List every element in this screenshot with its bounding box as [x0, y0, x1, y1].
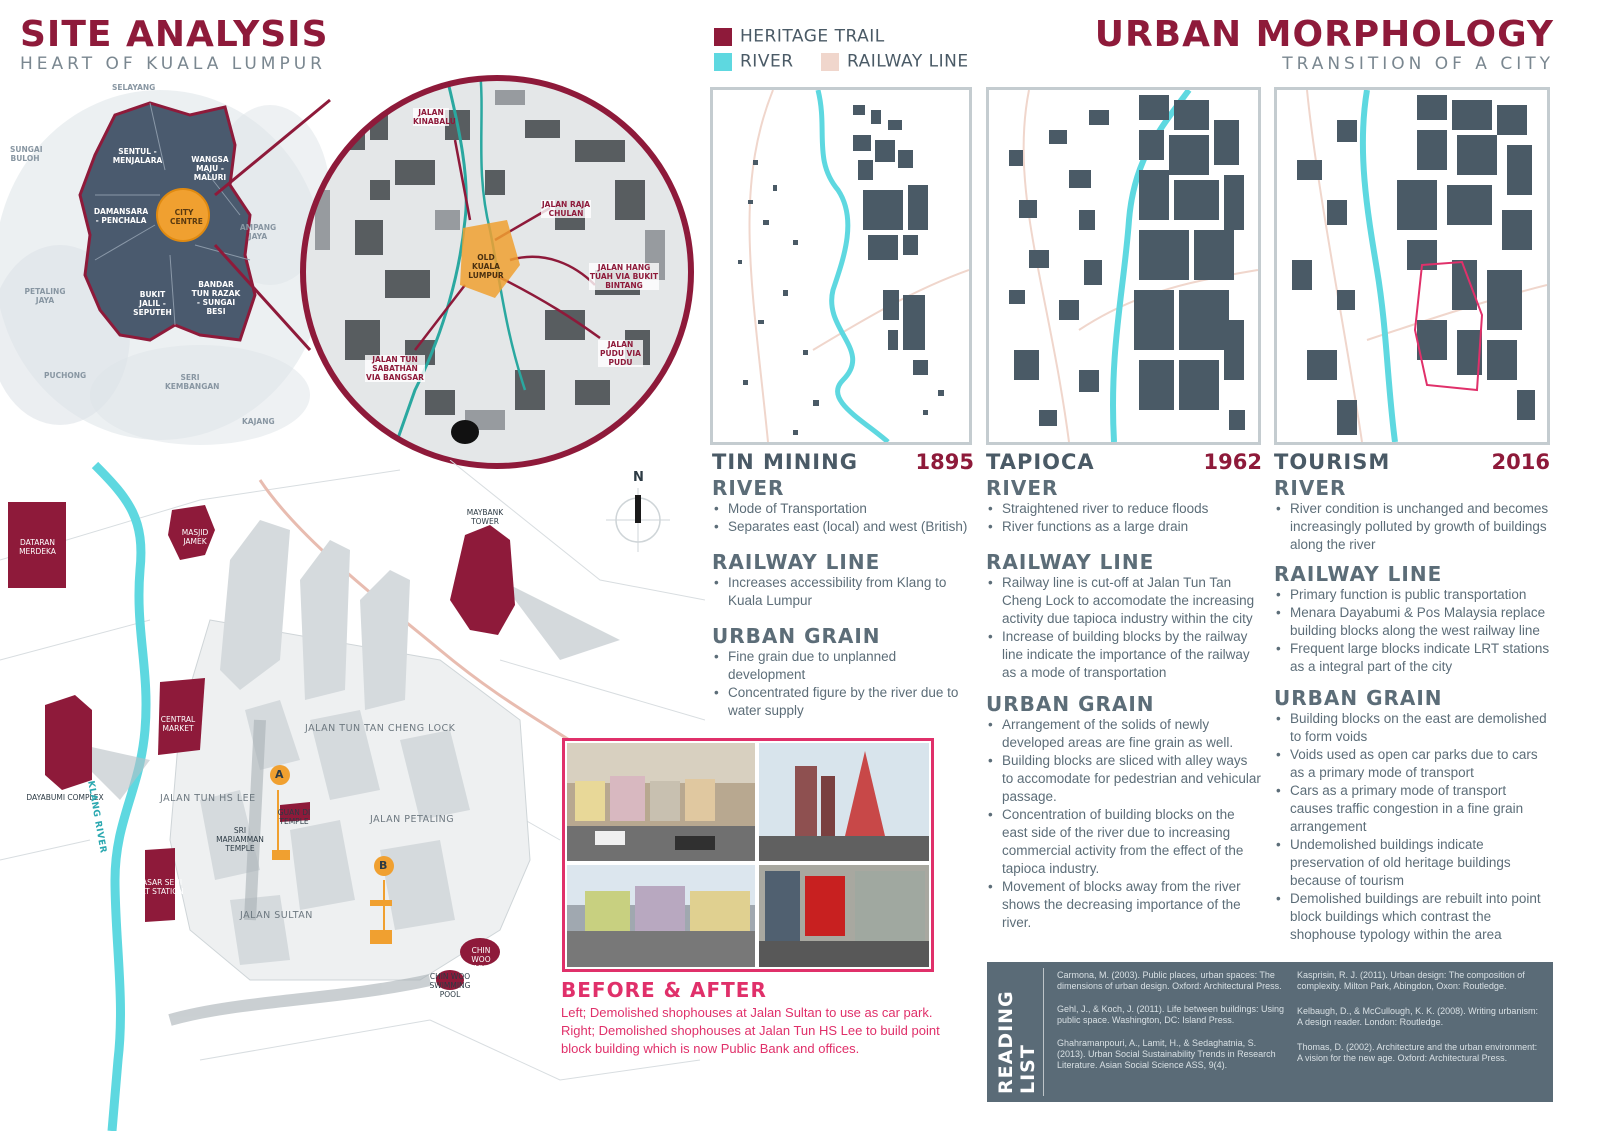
era-1962-year: 1962	[1203, 450, 1262, 474]
label-masjid-jamek: MASJID JAMEK	[181, 528, 209, 546]
legend-river: RIVER	[714, 51, 794, 72]
era-1962	[986, 450, 1262, 932]
before-after-photos	[565, 741, 931, 969]
label-jalan-raja-chulan: JALAN RAJA CHULAN	[541, 200, 591, 218]
label-old-kuala-lumpur: OLD KUALA LUMPUR	[468, 253, 504, 280]
era-1895-grain-list: • Fine grain due to unplanned development • Concentrated figure by the river due to water supply	[712, 648, 974, 720]
era-1962-grain-list: • Arrangement of the solids of newly developed areas are fine grain as well. • Building blocks are sliced with alley ways to accomodate for pedestrian and vehicular passage. • Concentration of building blocks on the east side of the river due to increasing commercial activity from the effect of the tapioca industry. • Movement of blocks away from the river shows the decreasing importance of the river.	[986, 716, 1262, 932]
before-after-frame	[562, 738, 934, 972]
era-2016-rail-list: • Primary function is public transportation • Menara Dayabumi & Pos Malaysia replace building blocks along the west railway line • Frequent large blocks indicate LRT stations as a integral part of the city	[1274, 586, 1550, 676]
label-jalan-pudu: JALAN PUDU VIA PUDU	[598, 340, 643, 367]
era-1895-rail-heading: RAILWAY LINE	[712, 550, 881, 574]
era-2016-rail-heading: RAILWAY LINE	[1274, 562, 1443, 586]
era-2016-river-heading: RIVER	[1274, 476, 1347, 500]
label-pasar-seni: PASAR SENI LRT STATION	[136, 878, 184, 896]
map-2016	[1274, 87, 1550, 445]
legend-heritage: HERITAGE TRAIL	[714, 26, 885, 47]
label-dataran-merdeka: DATARAN MERDEKA	[19, 538, 56, 556]
label-jalan-hang-tuah: JALAN HANG TUAH VIA BUKIT BINTANG	[589, 263, 659, 290]
label-kajang: KAJANG	[242, 417, 275, 426]
label-wangsa-maju: WANGSA MAJU - MALURI	[191, 155, 229, 182]
railway-swatch-icon	[821, 53, 839, 71]
label-ampang: AMPANG JAYA	[239, 223, 277, 241]
map-1895	[710, 87, 972, 445]
street-jalan-sultan: JALAN SULTAN	[240, 910, 313, 921]
legend	[714, 26, 1014, 76]
zoom-labels	[295, 70, 700, 475]
era-1962-rail-heading: RAILWAY LINE	[986, 550, 1155, 574]
label-sri-mariamman: SRI MARIAMMAN TEMPLE	[216, 826, 264, 853]
era-1962-river-heading: RIVER	[986, 476, 1059, 500]
era-1895-river-heading: RIVER	[712, 476, 785, 500]
era-1895	[712, 450, 974, 720]
era-1895-river-list: • Mode of Transportation • Separates east (local) and west (British)	[712, 500, 974, 536]
era-1895-rail-list: • Increases accessibility from Klang to Kuala Lumpur	[712, 574, 974, 610]
label-bukit-jalil: BUKIT JALIL - SEPUTEH	[133, 290, 172, 317]
era-2016-grain-list: • Building blocks on the east are demolished to form voids • Voids used as open car parks due to cars as a primary mode of transport • Cars as a primary mode of transport causes traffic congestion in a fine grain arrangement • Undemolished buildings indicate preservation of old heritage buildings because of tourism • Demolished buildings are rebuilt into point block buildings which contrast the shophouse typology within the area	[1274, 710, 1550, 944]
label-sentul: SENTUL - MENJALARA	[112, 147, 163, 165]
north-label: N	[633, 470, 644, 485]
urban-morphology-title: URBAN MORPHOLOGY	[1094, 14, 1554, 55]
label-petaling-jaya: PETALING JAYA	[24, 287, 66, 305]
reading-list	[987, 962, 1553, 1102]
urban-morphology-subtitle: TRANSITION OF A CITY	[1282, 54, 1554, 74]
era-1962-name: TAPIOCA	[986, 450, 1095, 474]
era-2016-river-list: • River condition is unchanged and becomes increasingly polluted by growth of buildings along the river	[1274, 500, 1550, 554]
street-jalan-petaling: JALAN PETALING	[370, 814, 455, 825]
era-1895-grain-heading: URBAN GRAIN	[712, 624, 881, 648]
label-chin-woo-pool: CHIN WOO SWIMMING POOL	[429, 972, 471, 999]
label-city-centre: CITY CENTRE	[170, 208, 203, 226]
label-central-market: CENTRAL MARKET	[160, 715, 196, 733]
label-maybank-tower: MAYBANK TOWER	[466, 508, 504, 526]
era-1962-rail-list: • Railway line is cut-off at Jalan Tun Tan Cheng Lock to accomodate the increasing activity due tapioca industry within the city • Increase of building blocks by the railway line indicate the importance of the railway as a mode of transportation	[986, 574, 1262, 682]
label-damansara: DAMANSARA - PENCHALA	[93, 207, 149, 225]
site-analysis-title: SITE ANALYSIS	[20, 14, 329, 55]
label-sungai-buloh: SUNGAI BULOH	[10, 145, 43, 163]
reading-refs-left: Carmona, M. (2003). Public places, urban spaces: The dimensions of urban design. Oxford: Architectural Press. Gehl, J., & Koch, J. (2011). Life between buildings: Using public space. Washington, DC: Island Press. Ghahramanpouri, A., Lamit, H., & Sedaghatnia, S. (2013). Urban Social Sustainability Trends in Research Literature. Asian Social Science ASS, 9(4).	[1057, 970, 1284, 1070]
label-chin-woo-stadium: CHIN WOO STADIUM	[464, 946, 498, 973]
era-1962-river-list: • Straightened river to reduce floods • River functions as a large drain	[986, 500, 1262, 536]
era-1895-name: TIN MINING	[712, 450, 858, 474]
marker-a-label: A	[275, 768, 284, 781]
era-1962-grain-heading: URBAN GRAIN	[986, 692, 1155, 716]
before-after-title: BEFORE & AFTER	[561, 978, 767, 1002]
label-jalan-kinabalu: JALAN KINABALU	[413, 108, 456, 126]
river-swatch-icon	[714, 53, 732, 71]
street-jalan-tun-tan-cheng-lock: JALAN TUN TAN CHENG LOCK	[305, 723, 456, 734]
era-2016	[1274, 450, 1550, 944]
heritage-swatch-icon	[714, 28, 732, 46]
label-klang-river: KLANG RIVER	[85, 780, 108, 855]
label-jalan-tun-sabathan: JALAN TUN SABATHAN VIA BANGSAR	[366, 355, 424, 382]
before-after-caption: Left; Demolished shophouses at Jalan Sultan to use as car park. Right; Demolished shophouses at Jalan Tun HS Lee to build point block building which is now Public Bank and offices.	[561, 1005, 940, 1056]
label-selayang: SELAYANG	[112, 83, 156, 92]
label-puchong: PUCHONG	[44, 371, 87, 380]
reading-list-label: READING LIST	[995, 990, 1039, 1094]
map-1962	[986, 87, 1261, 445]
legend-railway: RAILWAY LINE	[821, 51, 969, 72]
reading-refs-right: Kasprisin, R. J. (2011). Urban design: The composition of complexity. Milton Park, Abingdon, Oxon: Routledge. Kelbaugh, D., & McCullough, K. K. (2008). Writing urbanism: A design reader. London: Routledge. Thomas, D. (2002). Architecture and the urban environment: A vision for the new age. Oxford: Architectural Press.	[1297, 970, 1538, 1063]
era-2016-year: 2016	[1491, 450, 1550, 474]
street-jalan-tun-hs-lee: JALAN TUN HS LEE	[160, 793, 256, 804]
era-1895-year: 1895	[915, 450, 974, 474]
site-analysis-subtitle: HEART OF KUALA LUMPUR	[20, 54, 326, 74]
reading-list-divider	[1043, 968, 1044, 1096]
era-2016-name: TOURISM	[1274, 450, 1391, 474]
label-dayabumi: DAYABUMI COMPLEX	[26, 793, 104, 802]
label-seri-kembangan: SERI KEMBANGAN	[165, 373, 220, 391]
label-guan-di: GUAN DI TEMPLE	[277, 808, 311, 826]
marker-b-label: B	[379, 859, 388, 872]
era-2016-grain-heading: URBAN GRAIN	[1274, 686, 1443, 710]
label-bandar-tun-razak: BANDAR TUN RAZAK - SUNGAI BESI	[191, 280, 241, 316]
